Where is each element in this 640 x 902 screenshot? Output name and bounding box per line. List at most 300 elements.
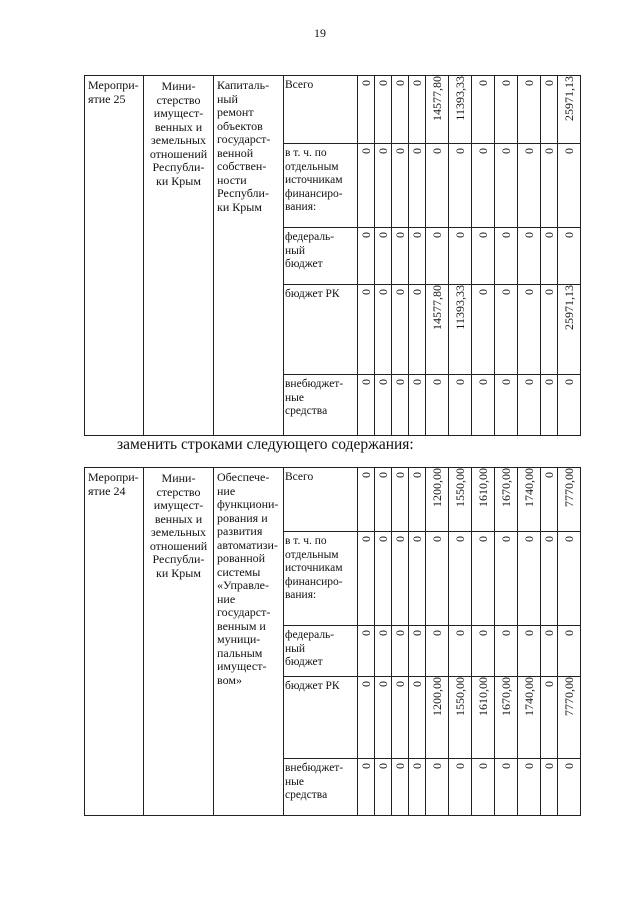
amount-value: 0: [541, 80, 556, 86]
amount-cell: [541, 76, 558, 144]
amount-value: 0: [429, 379, 444, 385]
amount-cell: [426, 375, 449, 436]
amount-cell: [426, 532, 449, 626]
amount-cell: [518, 375, 541, 436]
amount-cell: [409, 677, 426, 759]
amount-cell: [375, 759, 392, 816]
amount-value: 14577,80: [429, 76, 444, 121]
amount-cell: [472, 532, 495, 626]
amount-value: 0: [521, 763, 536, 769]
executor-line: отношений: [149, 538, 208, 553]
amount-value: 0: [392, 232, 407, 238]
measure-name-line: государст-: [217, 132, 271, 146]
funding-source-line: внебюджет-: [285, 378, 344, 390]
amount-value: 0: [561, 232, 576, 238]
amount-cell: [472, 677, 495, 759]
amount-value: 0: [498, 148, 513, 154]
amount-value: 0: [541, 289, 556, 295]
amount-value: 0: [392, 379, 407, 385]
amount-cell: [409, 144, 426, 228]
amount-value: 1610,00: [475, 677, 490, 716]
amount-cell: [358, 677, 375, 759]
funding-source-line: отдельным: [285, 548, 339, 561]
amount-value: 0: [498, 763, 513, 769]
amount-value: 0: [561, 148, 576, 154]
amount-value: 0: [429, 763, 444, 769]
executor-line: земельных: [151, 525, 206, 539]
measure-name-line: автоматизи-: [217, 537, 278, 552]
amount-cell: [409, 468, 426, 532]
amount-value: 0: [409, 289, 424, 295]
amount-cell: [541, 677, 558, 759]
amount-value: 0: [475, 630, 490, 636]
amount-value: 0: [452, 630, 467, 636]
amount-value: 1670,00: [498, 677, 513, 716]
amount-value: 0: [375, 536, 390, 542]
amount-cell: [392, 468, 409, 532]
amount-cell: [375, 677, 392, 759]
amount-value: 0: [521, 536, 536, 542]
measure-name-line: собствен-: [217, 159, 267, 173]
amount-value: 1550,00: [452, 468, 467, 507]
executor-cell: [144, 76, 214, 436]
measure-name-line: муници-: [217, 632, 261, 646]
funding-source-line: источникам: [285, 562, 343, 574]
amount-value: 0: [452, 232, 467, 238]
measure-name-line: Республи-: [217, 186, 269, 200]
old-budget-table: [84, 75, 581, 436]
measure-name-line: ности: [217, 172, 247, 187]
amount-cell: [409, 76, 426, 144]
amount-cell: [495, 228, 518, 285]
executor-line: Республи-: [152, 552, 205, 566]
event-line: ятие 25: [88, 91, 126, 106]
amount-value: 0: [452, 763, 467, 769]
amount-cell: [449, 76, 472, 144]
amount-cell: [449, 759, 472, 816]
amount-value: 0: [429, 630, 444, 636]
amount-cell: [558, 285, 581, 375]
measure-name-line: ние: [217, 483, 236, 498]
amount-value: 0: [375, 630, 390, 636]
amount-cell: [426, 285, 449, 375]
funding-source-line: ный: [285, 642, 306, 655]
amount-cell: [375, 626, 392, 677]
amount-value: 1740,00: [521, 468, 536, 507]
amount-cell: [449, 375, 472, 436]
amount-cell: [541, 626, 558, 677]
amount-cell: [518, 532, 541, 626]
event-line: Меропри-: [88, 470, 139, 484]
executor-line: ки Крым: [156, 173, 201, 188]
amount-cell: [541, 759, 558, 816]
amount-value: 0: [475, 289, 490, 295]
amount-cell: [472, 468, 495, 532]
amount-cell: [409, 228, 426, 285]
amount-cell: [472, 626, 495, 677]
funding-source-line: Всего: [285, 471, 314, 483]
amount-cell: [358, 76, 375, 144]
amount-cell: [558, 375, 581, 436]
measure-name-line: венным и: [217, 618, 266, 633]
amount-value: 0: [561, 379, 576, 385]
amount-cell: [472, 759, 495, 816]
measure-name-line: ки Крым: [217, 199, 262, 214]
amount-value: 0: [452, 379, 467, 385]
amount-cell: [392, 532, 409, 626]
amount-value: 0: [375, 472, 390, 478]
amount-value: 0: [392, 763, 407, 769]
amount-value: 0: [475, 232, 490, 238]
funding-source-line: финансиро-: [285, 575, 343, 588]
executor-line: земельных: [151, 133, 206, 147]
amount-cell: [449, 285, 472, 375]
amount-cell: [495, 626, 518, 677]
table-row: [85, 468, 581, 532]
executor-line: стерство: [156, 92, 201, 107]
amount-cell: [449, 532, 472, 626]
amount-value: 0: [498, 536, 513, 542]
funding-source-line: Всего: [285, 79, 314, 91]
replace-instruction: заменить строками следующего содержания:: [117, 436, 414, 453]
amount-cell: [558, 677, 581, 759]
measure-name-line: функциони-: [217, 497, 279, 511]
amount-value: 0: [392, 148, 407, 154]
amount-value: 11393,33: [452, 76, 467, 121]
amount-value: 0: [429, 536, 444, 542]
amount-cell: [392, 228, 409, 285]
amount-value: 0: [541, 472, 556, 478]
amount-value: 0: [521, 630, 536, 636]
executor-line: имущест-: [153, 106, 204, 120]
amount-value: 0: [521, 289, 536, 295]
amount-cell: [472, 76, 495, 144]
executor-line: стерство: [156, 484, 201, 499]
amount-cell: [375, 468, 392, 532]
amount-cell: [472, 144, 495, 228]
amount-cell: [375, 285, 392, 375]
amount-cell: [392, 285, 409, 375]
amount-value: 0: [475, 148, 490, 154]
amount-value: 7770,00: [561, 677, 576, 716]
amount-cell: [392, 375, 409, 436]
executor-cell: [144, 468, 214, 816]
amount-cell: [449, 626, 472, 677]
amount-cell: [495, 375, 518, 436]
amount-value: 0: [358, 472, 373, 478]
amount-value: 14577,80: [429, 285, 444, 330]
amount-value: 0: [409, 232, 424, 238]
amount-cell: [472, 375, 495, 436]
amount-cell: [392, 759, 409, 816]
funding-source-line: бюджет РК: [285, 680, 340, 692]
page-number: 19: [314, 26, 326, 40]
funding-source-line: ные: [285, 775, 304, 788]
amount-value: 0: [475, 379, 490, 385]
measure-name-line: развития: [217, 524, 263, 538]
measure-name-line: системы: [217, 564, 261, 579]
amount-value: 0: [541, 148, 556, 154]
amount-value: 0: [475, 763, 490, 769]
funding-source-cell: [284, 76, 358, 144]
amount-value: 0: [358, 630, 373, 636]
amount-value: 0: [358, 763, 373, 769]
amount-value: 0: [541, 763, 556, 769]
table-row: [85, 76, 581, 144]
measure-name-line: Капиталь-: [217, 78, 270, 92]
amount-cell: [358, 626, 375, 677]
funding-source-line: федераль-: [285, 629, 335, 641]
amount-value: 0: [409, 630, 424, 636]
amount-cell: [558, 76, 581, 144]
measure-name-line: ный: [217, 91, 238, 106]
amount-value: 0: [358, 232, 373, 238]
amount-value: 1610,00: [475, 468, 490, 507]
amount-cell: [375, 144, 392, 228]
amount-cell: [358, 375, 375, 436]
executor-line: Республи-: [152, 160, 205, 174]
amount-value: 0: [375, 289, 390, 295]
amount-cell: [495, 144, 518, 228]
amount-cell: [375, 76, 392, 144]
amount-value: 0: [392, 681, 407, 687]
amount-cell: [426, 468, 449, 532]
funding-source-line: бюджет: [285, 258, 323, 270]
amount-cell: [541, 228, 558, 285]
executor-line: венных и: [154, 511, 203, 526]
amount-value: 0: [541, 681, 556, 687]
event-cell: [85, 76, 144, 436]
funding-source-cell: [284, 532, 358, 626]
amount-cell: [409, 759, 426, 816]
executor-line: имущест-: [153, 498, 204, 512]
amount-cell: [392, 76, 409, 144]
amount-value: 0: [521, 148, 536, 154]
funding-source-line: финансиро-: [285, 187, 343, 200]
amount-cell: [426, 76, 449, 144]
amount-value: 0: [392, 80, 407, 86]
funding-source-line: источникам: [285, 174, 343, 186]
new-budget-table: [84, 467, 581, 816]
amount-cell: [558, 228, 581, 285]
funding-source-line: отдельным: [285, 160, 339, 173]
amount-cell: [358, 285, 375, 375]
amount-cell: [449, 228, 472, 285]
funding-source-cell: [284, 759, 358, 816]
amount-value: 0: [521, 379, 536, 385]
executor-line: отношений: [149, 146, 208, 161]
measure-name-line: объектов: [217, 118, 263, 133]
amount-value: 0: [392, 630, 407, 636]
executor-line: Мини-: [161, 471, 196, 485]
funding-source-line: в т. ч. по: [285, 147, 327, 159]
amount-value: 11393,33: [452, 285, 467, 330]
funding-source-cell: [284, 228, 358, 285]
amount-cell: [518, 677, 541, 759]
amount-value: 0: [429, 232, 444, 238]
funding-source-cell: [284, 468, 358, 532]
event-line: ятие 24: [88, 483, 126, 498]
amount-value: 0: [498, 379, 513, 385]
amount-value: 0: [358, 379, 373, 385]
amount-cell: [426, 759, 449, 816]
amount-value: 0: [358, 80, 373, 86]
funding-source-line: вания:: [285, 589, 317, 601]
amount-cell: [541, 532, 558, 626]
amount-cell: [375, 532, 392, 626]
amount-value: 0: [409, 472, 424, 478]
amount-cell: [358, 532, 375, 626]
amount-value: 0: [541, 630, 556, 636]
amount-value: 0: [498, 80, 513, 86]
amount-cell: [518, 228, 541, 285]
amount-cell: [495, 532, 518, 626]
amount-value: 25971,13: [561, 285, 576, 330]
amount-value: 0: [409, 148, 424, 154]
amount-cell: [518, 76, 541, 144]
funding-source-cell: [284, 677, 358, 759]
amount-value: 0: [392, 289, 407, 295]
funding-source-line: ный: [285, 244, 306, 257]
amount-value: 0: [409, 379, 424, 385]
amount-value: 0: [498, 289, 513, 295]
amount-cell: [409, 285, 426, 375]
amount-value: 0: [392, 472, 407, 478]
amount-cell: [392, 144, 409, 228]
amount-value: 1200,00: [429, 468, 444, 507]
amount-value: 1200,00: [429, 677, 444, 716]
amount-value: 0: [475, 536, 490, 542]
amount-cell: [472, 285, 495, 375]
amount-cell: [518, 144, 541, 228]
amount-cell: [409, 375, 426, 436]
measure-name-line: государст-: [217, 605, 271, 619]
amount-value: 0: [521, 232, 536, 238]
funding-source-line: бюджет: [285, 656, 323, 668]
amount-value: 0: [375, 681, 390, 687]
amount-cell: [495, 677, 518, 759]
amount-value: 0: [541, 379, 556, 385]
funding-source-line: в т. ч. по: [285, 535, 327, 547]
amount-cell: [449, 144, 472, 228]
amount-value: 0: [375, 80, 390, 86]
funding-source-line: средства: [285, 789, 328, 801]
amount-cell: [358, 228, 375, 285]
amount-value: 0: [521, 80, 536, 86]
amount-cell: [426, 677, 449, 759]
funding-source-line: средства: [285, 405, 328, 417]
amount-cell: [541, 285, 558, 375]
measure-name-line: венной: [217, 145, 254, 160]
amount-cell: [541, 144, 558, 228]
amount-value: 0: [409, 536, 424, 542]
amount-cell: [426, 144, 449, 228]
funding-source-cell: [284, 375, 358, 436]
amount-value: 7770,00: [561, 468, 576, 507]
amount-cell: [449, 677, 472, 759]
amount-cell: [541, 375, 558, 436]
funding-source-cell: [284, 626, 358, 677]
amount-cell: [541, 468, 558, 532]
amount-value: 0: [358, 536, 373, 542]
amount-value: 0: [358, 681, 373, 687]
amount-value: 0: [475, 80, 490, 86]
funding-source-line: ные: [285, 391, 304, 404]
amount-value: 0: [375, 763, 390, 769]
amount-value: 0: [498, 630, 513, 636]
amount-cell: [392, 626, 409, 677]
amount-value: 0: [409, 763, 424, 769]
amount-value: 1550,00: [452, 677, 467, 716]
measure-name-line: ремонт: [217, 105, 254, 119]
amount-cell: [495, 759, 518, 816]
amount-value: 0: [541, 232, 556, 238]
funding-source-line: федераль-: [285, 231, 335, 243]
funding-source-line: вания:: [285, 201, 317, 213]
amount-cell: [358, 468, 375, 532]
amount-cell: [558, 144, 581, 228]
amount-cell: [558, 626, 581, 677]
executor-line: венных и: [154, 119, 203, 134]
amount-cell: [449, 468, 472, 532]
amount-cell: [375, 375, 392, 436]
measure-name-line: ние: [217, 591, 236, 606]
amount-cell: [495, 468, 518, 532]
amount-value: 0: [429, 148, 444, 154]
funding-source-line: бюджет РК: [285, 288, 340, 300]
amount-cell: [518, 285, 541, 375]
amount-cell: [392, 677, 409, 759]
amount-value: 0: [541, 536, 556, 542]
amount-value: 25971,13: [561, 76, 576, 121]
measure-name-cell: [214, 76, 284, 436]
amount-value: 0: [452, 536, 467, 542]
funding-source-line: внебюджет-: [285, 762, 344, 774]
amount-value: 0: [561, 763, 576, 769]
amount-cell: [375, 228, 392, 285]
amount-cell: [495, 76, 518, 144]
event-line: Меропри-: [88, 78, 139, 92]
measure-name-line: «Управле-: [217, 578, 270, 592]
amount-value: 0: [561, 630, 576, 636]
amount-value: 0: [375, 148, 390, 154]
amount-cell: [426, 626, 449, 677]
amount-value: 0: [452, 148, 467, 154]
measure-name-cell: [214, 468, 284, 816]
measure-name-line: вом»: [217, 672, 242, 687]
amount-cell: [518, 626, 541, 677]
amount-value: 0: [392, 536, 407, 542]
amount-value: 0: [358, 289, 373, 295]
amount-cell: [558, 468, 581, 532]
amount-value: 0: [375, 232, 390, 238]
measure-name-line: имущест-: [217, 659, 267, 673]
measure-name-line: Обеспече-: [217, 470, 270, 484]
amount-cell: [472, 228, 495, 285]
amount-cell: [409, 626, 426, 677]
amount-value: 0: [358, 148, 373, 154]
executor-line: ки Крым: [156, 565, 201, 580]
amount-cell: [518, 468, 541, 532]
amount-cell: [426, 228, 449, 285]
amount-cell: [558, 532, 581, 626]
measure-name-line: рования и: [217, 510, 268, 525]
amount-cell: [358, 759, 375, 816]
amount-value: 0: [375, 379, 390, 385]
funding-source-cell: [284, 144, 358, 228]
amount-cell: [558, 759, 581, 816]
amount-value: 0: [409, 681, 424, 687]
